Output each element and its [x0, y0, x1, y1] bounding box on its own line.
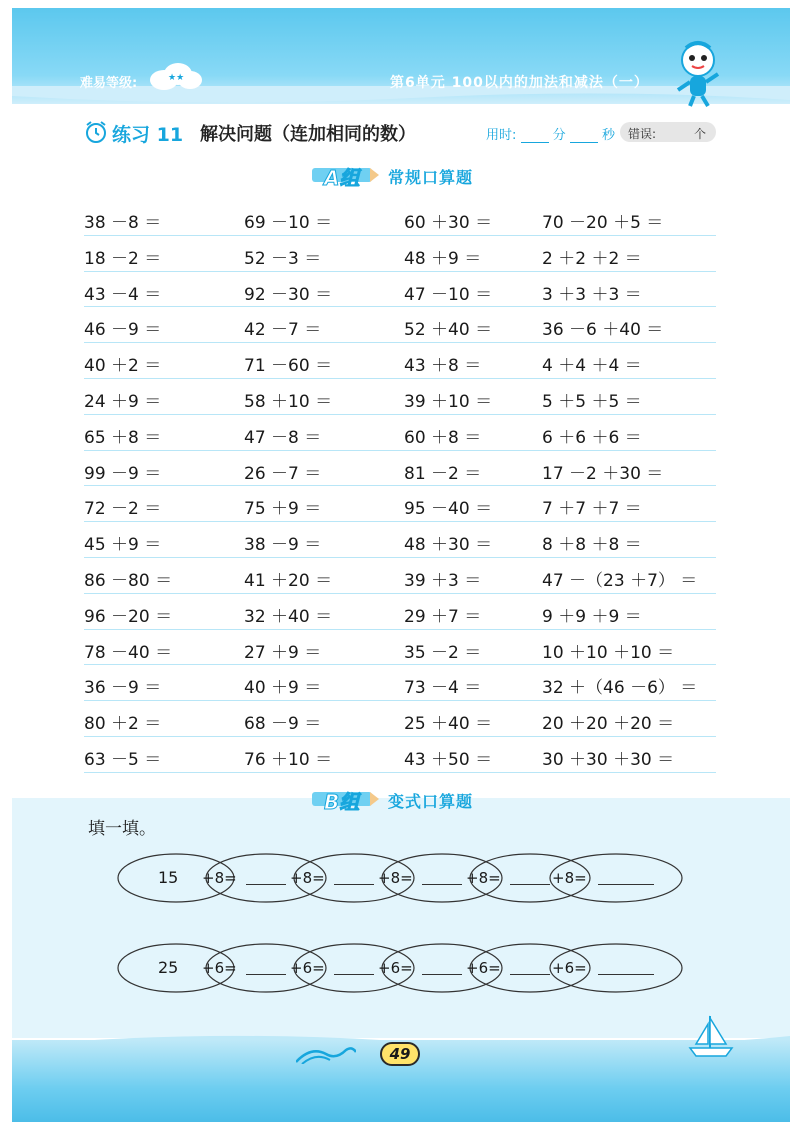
page-number: 49	[380, 1042, 420, 1066]
problem-cell: 63 －5 ＝	[84, 749, 162, 770]
problem-cell: 78 －40 ＝	[84, 642, 173, 663]
problem-cell: 39 ＋3 ＝	[404, 570, 482, 591]
problem-row	[84, 558, 716, 594]
problem-cell: 52 ＋40 ＝	[404, 320, 493, 341]
problem-cell: 47 －（23 ＋7） ＝	[542, 570, 698, 591]
problem-cell: 36 －9 ＝	[84, 678, 162, 699]
problem-cell: 71 －60 ＝	[244, 356, 333, 377]
problem-row	[84, 379, 716, 415]
problem-cell: 47 －8 ＝	[244, 427, 322, 448]
difficulty-label: 难易等级:	[80, 76, 138, 91]
problem-cell: 18 －2 ＝	[84, 248, 162, 269]
problem-cell: 76 ＋10 ＝	[244, 749, 333, 770]
problem-cell: 48 ＋9 ＝	[404, 248, 482, 269]
problem-cell: 86 －80 ＝	[84, 570, 173, 591]
problem-grid	[84, 200, 716, 773]
lesson-header	[84, 118, 724, 146]
problem-row	[84, 522, 716, 558]
problem-cell: 46 －9 ＝	[84, 320, 162, 341]
answer-blank[interactable]	[598, 884, 654, 885]
problem-cell: 32 ＋40 ＝	[244, 606, 333, 627]
chain-operator: +8=	[378, 869, 413, 887]
problem-cell: 48 ＋30 ＝	[404, 535, 493, 556]
problem-row	[84, 594, 716, 630]
problem-cell: 4 ＋4 ＋4 ＝	[542, 356, 642, 377]
problem-cell: 38 －9 ＝	[244, 535, 322, 556]
problem-cell: 25 ＋40 ＝	[404, 714, 493, 735]
problem-cell: 70 －20 ＋5 ＝	[542, 213, 664, 233]
chain-start-value: 15	[158, 868, 179, 887]
chain-operator: +8=	[202, 869, 237, 887]
problem-cell: 30 ＋30 ＋30 ＝	[542, 749, 675, 770]
problem-row	[84, 737, 716, 773]
problem-row	[84, 236, 716, 272]
problem-cell: 32 ＋（46 －6） ＝	[542, 678, 698, 699]
group-a-title: 常规口算题	[388, 168, 474, 187]
problem-cell: 10 ＋10 ＋10 ＝	[542, 642, 675, 663]
problem-cell: 65 ＋8 ＝	[84, 427, 162, 448]
alarm-clock-icon	[84, 120, 108, 144]
problem-cell: 35 －2 ＝	[404, 642, 482, 663]
problem-row	[84, 451, 716, 487]
problem-cell: 96 －20 ＝	[84, 606, 173, 627]
group-b-banner	[312, 786, 512, 814]
errors-label: 错误:	[628, 127, 657, 141]
problem-cell: 43 ＋50 ＝	[404, 749, 493, 770]
problem-cell: 75 ＋9 ＝	[244, 499, 322, 520]
problem-cell: 81 －2 ＝	[404, 463, 482, 484]
minutes-unit: 分	[552, 128, 566, 143]
chain-operator: +8=	[466, 869, 501, 887]
group-a-letter: A组	[324, 166, 360, 190]
difficulty-cloud-icon	[146, 62, 204, 90]
problem-row	[84, 200, 716, 236]
answer-blank[interactable]	[510, 974, 550, 975]
problem-cell: 43 －4 ＝	[84, 284, 162, 305]
problem-cell: 41 ＋20 ＝	[244, 570, 333, 591]
fill-label: 填一填。	[88, 819, 156, 839]
problem-cell: 72 －2 ＝	[84, 499, 162, 520]
pencil-icon	[312, 164, 378, 190]
seconds-blank[interactable]	[570, 131, 598, 143]
problem-cell: 43 ＋8 ＝	[404, 356, 482, 377]
problem-cell: 6 ＋6 ＋6 ＝	[542, 427, 642, 448]
problem-row	[84, 630, 716, 666]
answer-blank[interactable]	[510, 884, 550, 885]
seconds-unit: 秒	[601, 128, 615, 143]
svg-text:★★: ★★	[168, 73, 185, 83]
problem-cell: 45 ＋9 ＝	[84, 535, 162, 556]
problem-cell: 95 －40 ＝	[404, 499, 493, 520]
wave-splash-icon	[296, 1044, 356, 1064]
errors-unit: 个	[693, 127, 706, 141]
problem-cell: 40 ＋2 ＝	[84, 356, 162, 377]
chain-operator: +6=	[290, 959, 325, 977]
problem-cell: 27 ＋9 ＝	[244, 642, 322, 663]
errors-field[interactable]	[620, 122, 716, 142]
problem-row	[84, 343, 716, 379]
chain-operator: +6=	[378, 959, 413, 977]
chain-start-value: 25	[158, 958, 179, 977]
problem-row	[84, 701, 716, 737]
answer-blank[interactable]	[422, 884, 462, 885]
pencil-icon	[312, 788, 378, 814]
lesson-topic: 解决问题（连加相同的数）	[200, 124, 416, 145]
problem-cell: 3 ＋3 ＋3 ＝	[542, 284, 642, 305]
problem-cell: 73 －4 ＝	[404, 678, 482, 699]
chain-operator: +6=	[552, 959, 587, 977]
problem-cell: 29 ＋7 ＝	[404, 606, 482, 627]
minutes-blank[interactable]	[521, 131, 549, 143]
addition-chain-1	[116, 852, 686, 904]
chain-operator: +8=	[290, 869, 325, 887]
problem-cell: 39 ＋10 ＝	[404, 391, 493, 412]
problem-cell: 42 －7 ＝	[244, 320, 322, 341]
problem-cell: 38 －8 ＝	[84, 213, 162, 233]
answer-blank[interactable]	[422, 974, 462, 975]
answer-blank[interactable]	[246, 974, 286, 975]
problem-cell: 7 ＋7 ＋7 ＝	[542, 499, 642, 520]
answer-blank[interactable]	[334, 974, 374, 975]
chain-operator: +6=	[466, 959, 501, 977]
answer-blank[interactable]	[246, 884, 286, 885]
group-b-letter: B组	[324, 790, 360, 814]
sailboat-icon	[686, 1012, 736, 1060]
answer-blank[interactable]	[334, 884, 374, 885]
problem-cell: 58 ＋10 ＝	[244, 391, 333, 412]
answer-blank[interactable]	[598, 974, 654, 975]
problem-cell: 60 ＋30 ＝	[404, 213, 493, 233]
problem-cell: 40 ＋9 ＝	[244, 678, 322, 699]
problem-cell: 2 ＋2 ＋2 ＝	[542, 248, 642, 269]
problem-cell: 68 －9 ＝	[244, 714, 322, 735]
problem-row	[84, 665, 716, 701]
problem-cell: 17 －2 ＋30 ＝	[542, 463, 664, 484]
unit-title: 第6单元 100以内的加法和减法（一）	[390, 75, 649, 91]
problem-row	[84, 415, 716, 451]
problem-cell: 20 ＋20 ＋20 ＝	[542, 714, 675, 735]
chain-operator: +8=	[552, 869, 587, 887]
addition-chain-2	[116, 942, 686, 994]
problem-cell: 69 －10 ＝	[244, 213, 333, 233]
group-a-banner	[312, 162, 512, 190]
problem-cell: 60 ＋8 ＝	[404, 427, 482, 448]
problem-cell: 26 －7 ＝	[244, 463, 322, 484]
time-label: 用时:	[486, 128, 517, 143]
time-field	[486, 124, 615, 143]
problem-cell: 8 ＋8 ＋8 ＝	[542, 535, 642, 556]
problem-cell: 5 ＋5 ＋5 ＝	[542, 391, 642, 412]
problem-cell: 9 ＋9 ＋9 ＝	[542, 606, 642, 627]
chain-operator: +6=	[202, 959, 237, 977]
problem-cell: 24 ＋9 ＝	[84, 391, 162, 412]
mascot-icon	[662, 38, 734, 110]
problem-cell: 52 －3 ＝	[244, 248, 322, 269]
problem-row	[84, 486, 716, 522]
group-b-title: 变式口算题	[388, 792, 474, 811]
problem-cell: 36 －6 ＋40 ＝	[542, 320, 664, 341]
problem-cell: 80 ＋2 ＝	[84, 714, 162, 735]
problem-row	[84, 272, 716, 308]
problem-cell: 47 －10 ＝	[404, 284, 493, 305]
problem-row	[84, 307, 716, 343]
problem-cell: 92 －30 ＝	[244, 284, 333, 305]
lesson-number: 练习 11	[112, 124, 184, 146]
problem-cell: 99 －9 ＝	[84, 463, 162, 484]
